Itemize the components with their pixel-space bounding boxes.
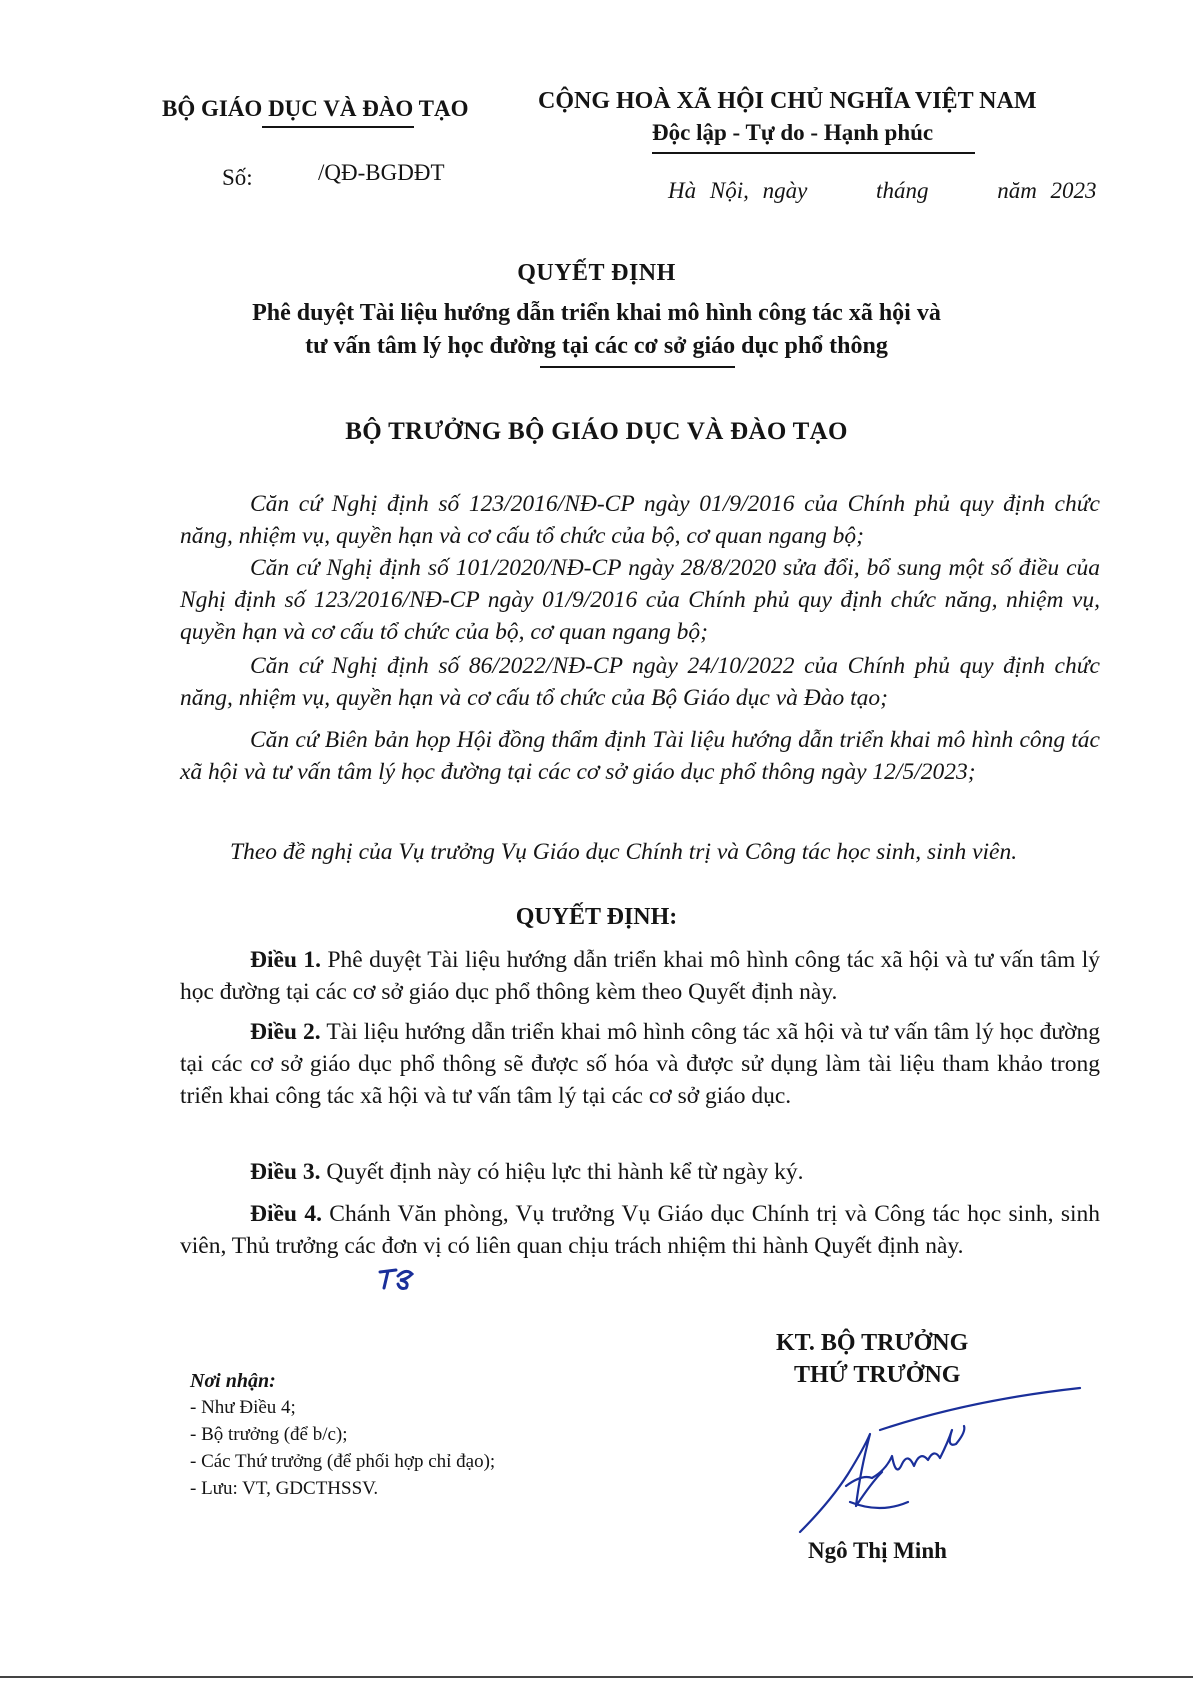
article [180,944,1100,1008]
signatory-name: Ngô Thị Minh [808,1538,947,1563]
article-label: Điều 2. [250,1019,321,1045]
doc-number-label: Số: [222,165,253,190]
recipient-item: - Các Thứ trưởng (để phối hợp chỉ đạo); [190,1451,496,1472]
issuing-authority: BỘ TRƯỞNG BỘ GIÁO DỤC VÀ ĐÀO TẠO [345,418,848,445]
preamble-item [180,836,1100,868]
recipients-title: Nơi nhận: [190,1370,276,1392]
preamble-text: Căn cứ Nghị định số 86/2022/NĐ-CP ngày 24/10/2022 của Chính phủ quy định chức năng, nhiệm vụ, quyền hạn và cơ cấu tổ chức của Bộ Giáo dục và Đào tạo; [180,653,1100,711]
signatory-role: KT. BỘ TRƯỞNG [776,1330,969,1356]
doc-number-value: /QĐ-BGDĐT [318,160,445,185]
handwritten-initials [376,1262,420,1292]
decision-heading: QUYẾT ĐỊNH: [515,904,678,930]
page-bottom-edge [0,1676,1193,1678]
motto-underline [652,152,975,154]
preamble-text: Căn cứ Nghị định số 123/2016/NĐ-CP ngày 01/9/2016 của Chính phủ quy định chức năng, nhiệm vụ, quyền hạn và cơ cấu tổ chức của bộ, cơ quan ngang bộ; [180,491,1100,549]
article [180,1156,1100,1188]
article-label: Điều 4. [250,1201,322,1227]
handwritten-signature [790,1382,1090,1542]
preamble-text: Theo đề nghị của Vụ trưởng Vụ Giáo dục Chính trị và Công tác học sinh, sinh viên. [230,839,1018,865]
subtitle-underline [540,366,735,368]
article-label: Điều 1. [250,947,322,973]
signatory-title: THỨ TRƯỞNG [794,1362,961,1388]
preamble-text: Căn cứ Biên bản họp Hội đồng thẩm định Tài liệu hướng dẫn triển khai mô hình công tác xã hội và tư vấn tâm lý học đường tại các cơ sở giáo dục phổ thông ngày 12/5/2023; [180,727,1100,785]
article-label: Điều 3. [250,1159,321,1185]
preamble-item [180,552,1100,648]
ministry-underline [262,126,414,128]
article [180,1016,1100,1112]
ministry-name: BỘ GIÁO DỤC VÀ ĐÀO TẠO [162,96,469,121]
article [180,1198,1100,1262]
preamble-text: Căn cứ Nghị định số 101/2020/NĐ-CP ngày 28/8/2020 sửa đổi, bổ sung một số điều của Nghị định số 123/2016/NĐ-CP ngày 01/9/2016 của Chính phủ quy định chức năng, nhiệm vụ, quyền hạn và cơ cấu tổ chức của bộ, cơ quan ngang bộ; [180,555,1100,645]
subtitle-line-2: tư vấn tâm lý học đường tại các cơ sở giáo dục phổ thông [305,333,888,359]
motto: Độc lập - Tự do - Hạnh phúc [652,120,934,145]
article-text: Tài liệu hướng dẫn triển khai mô hình công tác xã hội và tư vấn tâm lý học đường tại các cơ sở giáo dục phổ thông sẽ được số hóa và được sử dụng làm tài liệu tham khảo trong triển khai công tác xã hội và tư vấn tâm lý tại các cơ sở giáo dục. [180,1019,1101,1109]
article-text: Chánh Văn phòng, Vụ trưởng Vụ Giáo dục Chính trị và Công tác học sinh, sinh viên, Thủ trưởng các đơn vị có liên quan chịu trách nhiệm thi hành Quyết định này. [180,1201,1101,1259]
recipient-item: - Lưu: VT, GDCTHSSV. [190,1478,379,1499]
preamble-item [180,724,1100,788]
preamble-item [180,650,1100,714]
article-text: Phê duyệt Tài liệu hướng dẫn triển khai mô hình công tác xã hội và tư vấn tâm lý học đường tại các cơ sở giáo dục phổ thông kèm theo Quyết định này. [180,947,1101,1005]
nation-title: CỘNG HOÀ XÃ HỘI CHỦ NGHĨA VIỆT NAM [538,88,1037,114]
recipient-item: - Như Điều 4; [190,1397,296,1418]
document-title: QUYẾT ĐỊNH [517,260,676,286]
date-line: Hà Nội, ngày tháng năm 2023 [668,178,1097,203]
preamble-item [180,488,1100,552]
recipient-item: - Bộ trưởng (để b/c); [190,1424,348,1445]
article-text: Quyết định này có hiệu lực thi hành kể từ ngày ký. [326,1159,804,1185]
subtitle-line-1: Phê duyệt Tài liệu hướng dẫn triển khai mô hình công tác xã hội và [252,300,941,326]
